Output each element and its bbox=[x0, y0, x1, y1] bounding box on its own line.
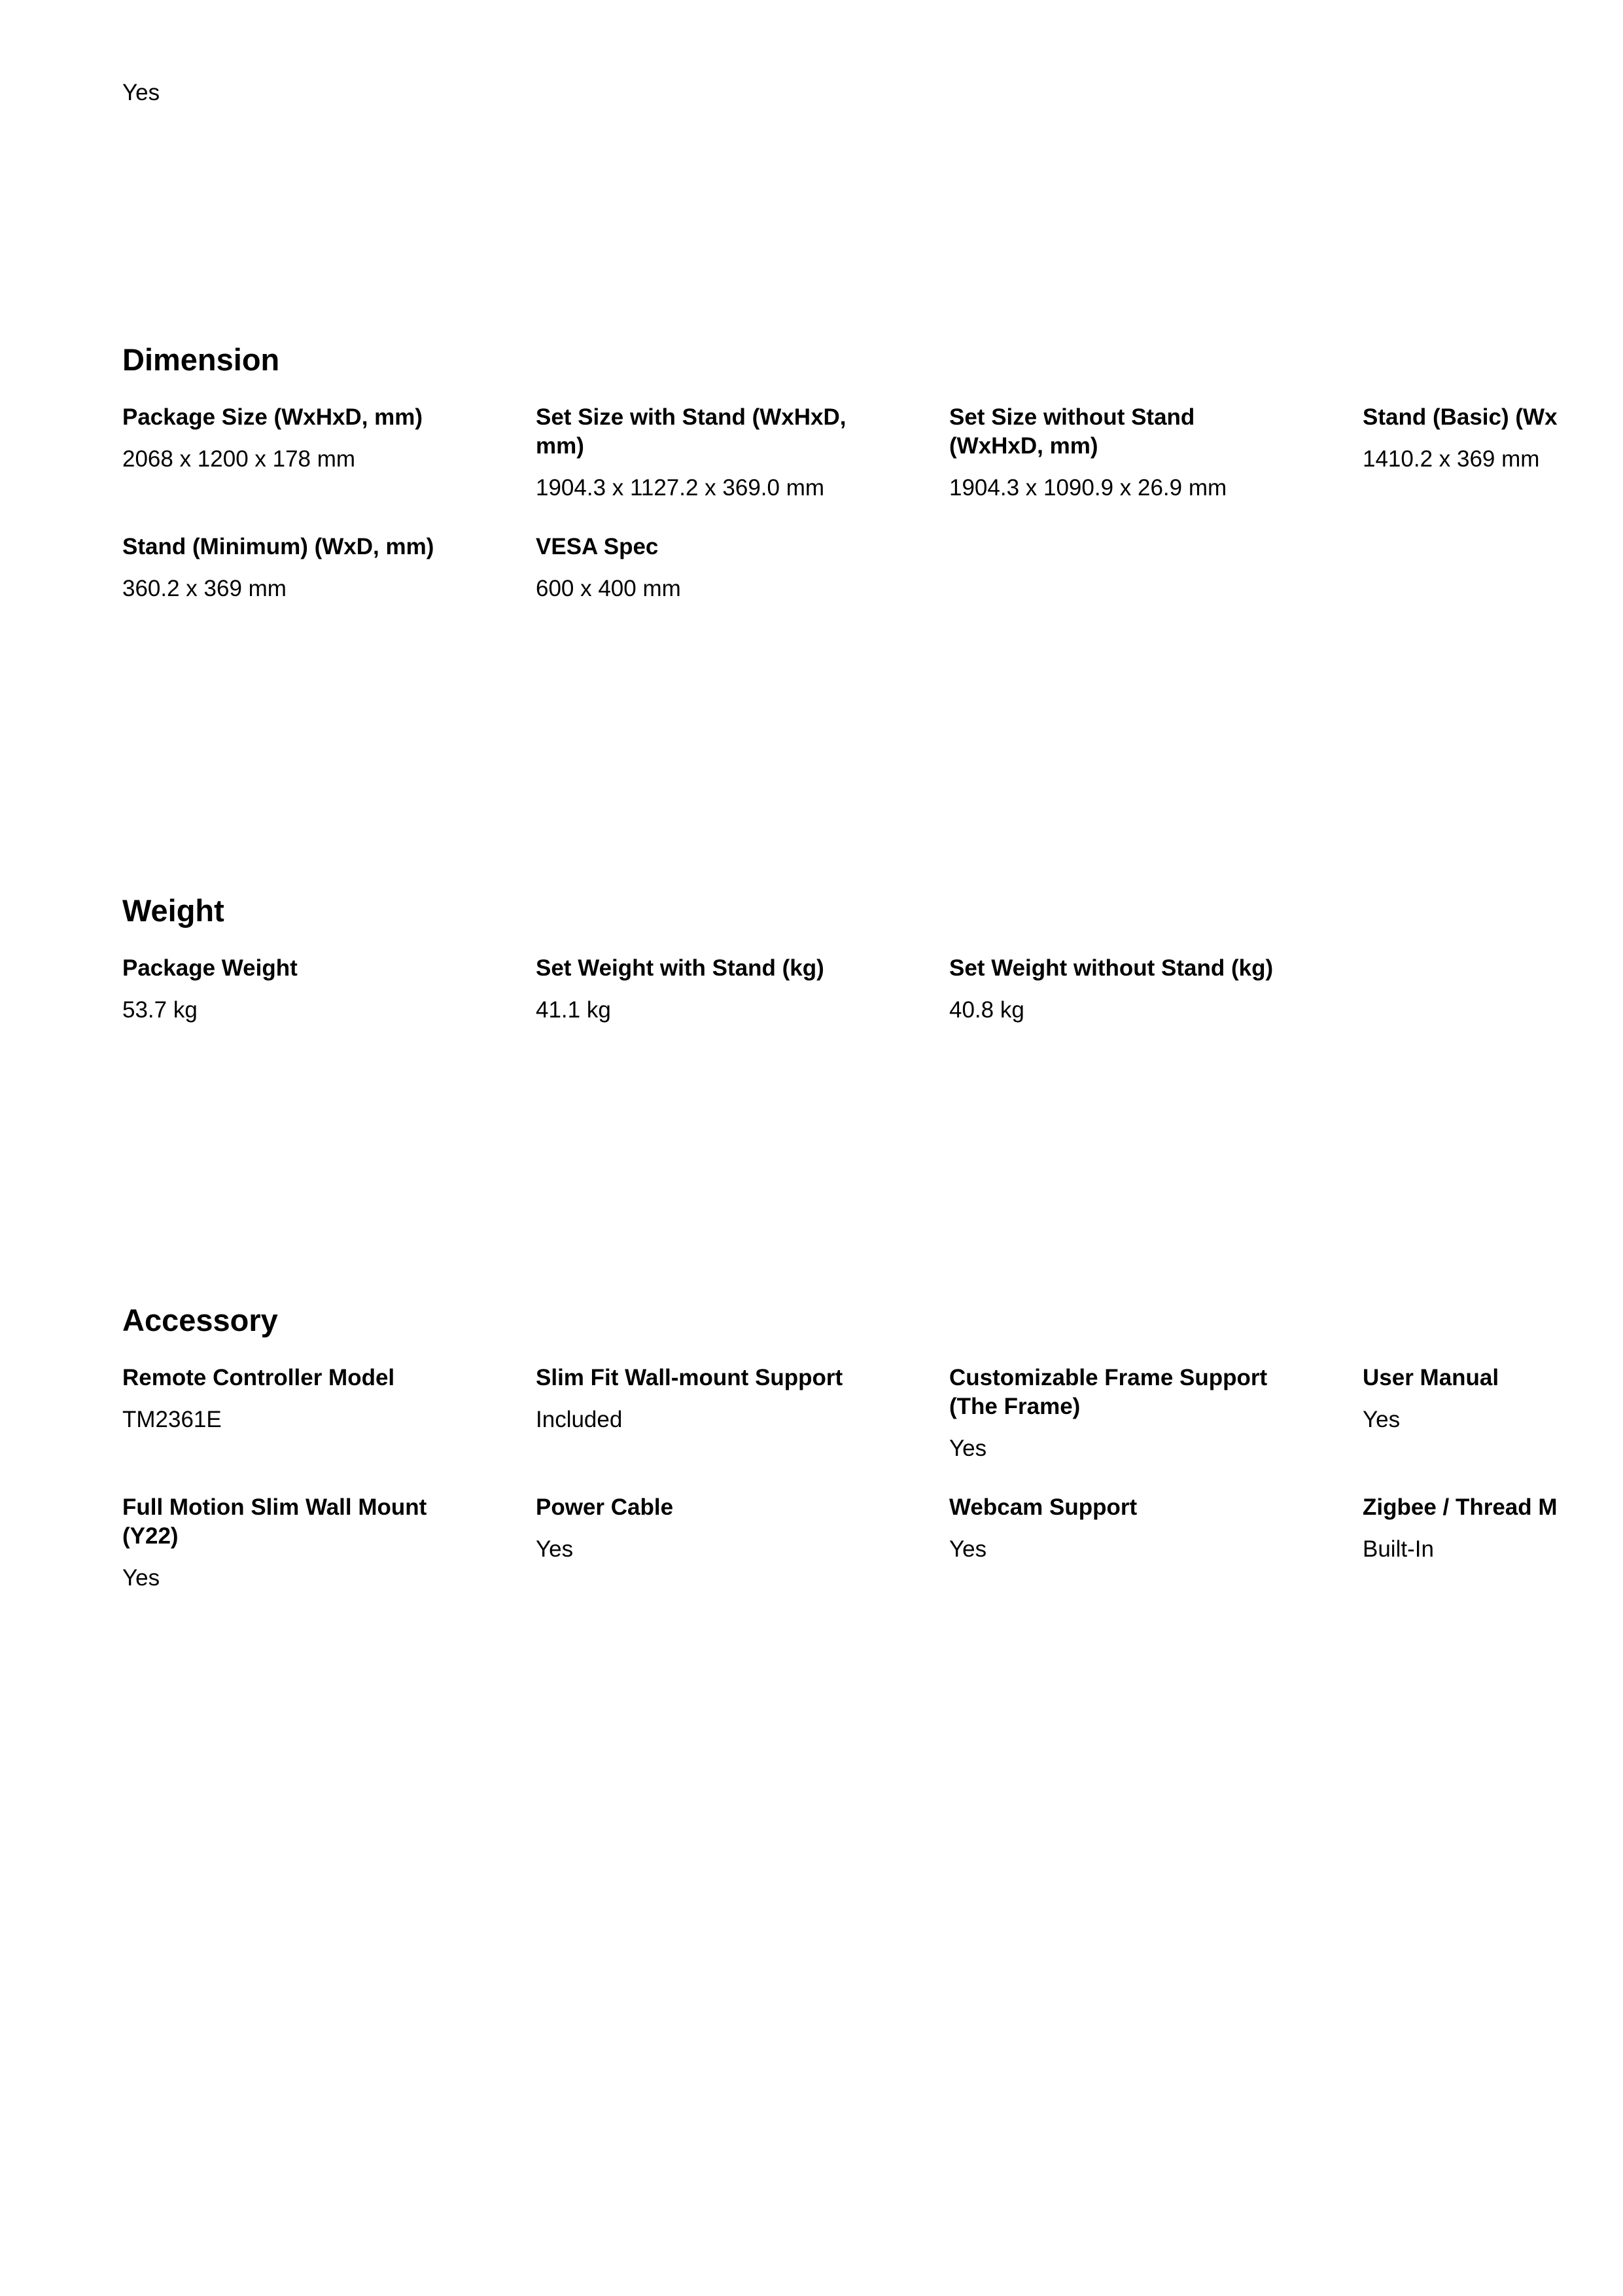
spec-value: 1904.3 x 1127.2 x 369.0 mm bbox=[536, 475, 825, 501]
spec-label: Full Motion Slim Wall Mount (Y22) bbox=[122, 1494, 427, 1549]
spec-value: 360.2 x 369 mm bbox=[122, 576, 287, 601]
spec-remote-controller-model bbox=[122, 1364, 462, 1463]
spec-label: Stand (Minimum) (WxD, mm) bbox=[122, 534, 434, 559]
spec-value: Yes bbox=[536, 1536, 574, 1562]
spec-label: Customizable Frame Support (The Frame) bbox=[949, 1365, 1268, 1419]
spec-value: Included bbox=[536, 1407, 623, 1432]
spec-label: Set Size with Stand (WxHxD, mm) bbox=[536, 404, 846, 459]
spec-vesa bbox=[536, 533, 876, 603]
spec-package-weight bbox=[122, 954, 462, 1025]
section-title-weight: Weight bbox=[122, 893, 224, 928]
spec-full-motion-wall-mount bbox=[122, 1493, 462, 1593]
weight-spec-grid bbox=[122, 954, 1623, 1025]
spec-label: User Manual bbox=[1363, 1365, 1499, 1390]
spec-label: VESA Spec bbox=[536, 534, 659, 559]
dimension-section bbox=[122, 342, 1623, 603]
section-title-accessory: Accessory bbox=[122, 1303, 278, 1337]
spec-label: Set Size without Stand (WxHxD, mm) bbox=[949, 404, 1195, 459]
previous-spec-value: Yes bbox=[122, 80, 160, 105]
dimension-spec-grid bbox=[122, 403, 1623, 603]
weight-section bbox=[122, 892, 1623, 1025]
accessory-spec-grid bbox=[122, 1364, 1623, 1593]
spec-value: 53.7 kg bbox=[122, 997, 198, 1023]
spec-set-size-without-stand bbox=[949, 403, 1289, 503]
spec-value: 40.8 kg bbox=[949, 997, 1024, 1023]
spec-slim-fit-wall-mount bbox=[536, 1364, 876, 1463]
spec-label: Slim Fit Wall-mount Support bbox=[536, 1365, 843, 1390]
spec-value: Yes bbox=[949, 1536, 987, 1562]
spec-zigbee-thread bbox=[1363, 1493, 1623, 1593]
spec-stand-basic bbox=[1363, 403, 1623, 503]
spec-webcam-support bbox=[949, 1493, 1289, 1593]
spec-value: Yes bbox=[122, 1565, 160, 1591]
spec-customizable-frame-support bbox=[949, 1364, 1289, 1463]
section-title-dimension: Dimension bbox=[122, 342, 280, 377]
spec-value: 600 x 400 mm bbox=[536, 576, 681, 601]
spec-label: Zigbee / Thread M bbox=[1363, 1494, 1558, 1520]
spec-set-weight-without-stand bbox=[949, 954, 1289, 1025]
spec-value: 1410.2 x 369 mm bbox=[1363, 446, 1540, 472]
spec-label: Stand (Basic) (Wx bbox=[1363, 404, 1558, 430]
spec-stand-minimum bbox=[122, 533, 462, 603]
accessory-section bbox=[122, 1302, 1623, 1593]
spec-set-weight-with-stand bbox=[536, 954, 876, 1025]
spec-label: Power Cable bbox=[536, 1494, 674, 1520]
spec-power-cable bbox=[536, 1493, 876, 1593]
spec-label: Remote Controller Model bbox=[122, 1365, 395, 1390]
spec-label: Webcam Support bbox=[949, 1494, 1138, 1520]
spec-label: Set Weight without Stand (kg) bbox=[949, 955, 1274, 981]
spec-user-manual bbox=[1363, 1364, 1623, 1463]
spec-set-size-with-stand bbox=[536, 403, 876, 503]
spec-label: Package Weight bbox=[122, 955, 298, 981]
spec-package-size bbox=[122, 403, 462, 503]
spec-value: 1904.3 x 1090.9 x 26.9 mm bbox=[949, 475, 1227, 501]
spec-label: Set Weight with Stand (kg) bbox=[536, 955, 824, 981]
spec-value: Built-In bbox=[1363, 1536, 1434, 1562]
spec-value: 2068 x 1200 x 178 mm bbox=[122, 446, 356, 472]
spec-label: Package Size (WxHxD, mm) bbox=[122, 404, 423, 430]
spec-value: Yes bbox=[1363, 1407, 1401, 1432]
spec-value: 41.1 kg bbox=[536, 997, 611, 1023]
spec-value: Yes bbox=[949, 1436, 987, 1461]
spec-value: TM2361E bbox=[122, 1407, 222, 1432]
